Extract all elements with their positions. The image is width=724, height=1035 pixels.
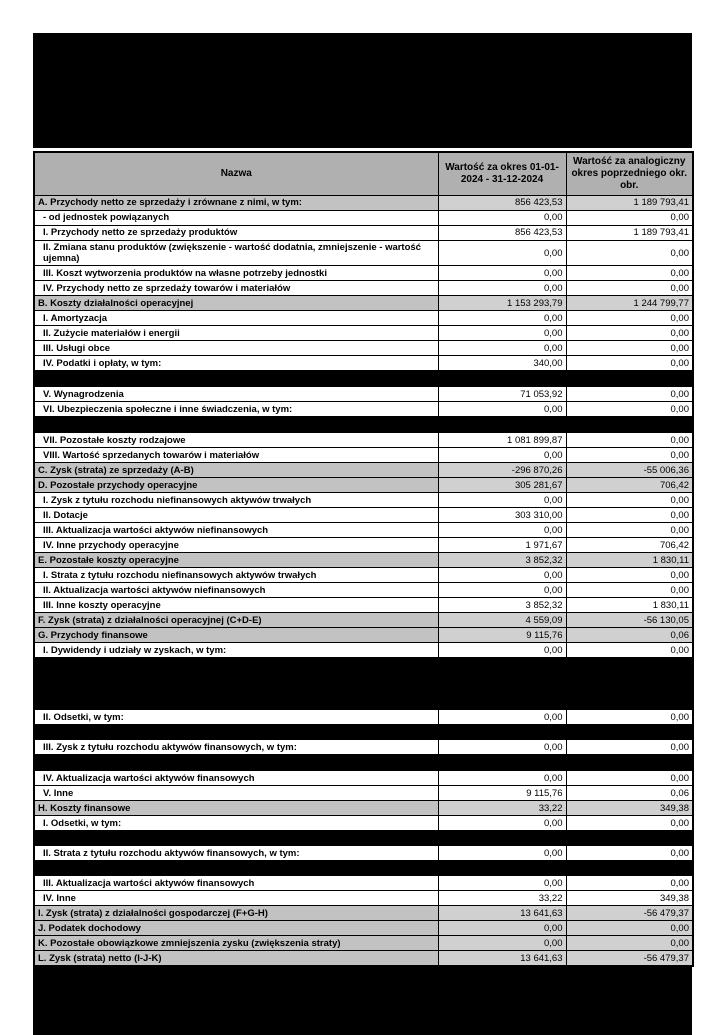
table-row — [34, 816, 693, 831]
row-value-previous-period: 0,00 — [566, 508, 693, 523]
document-page — [33, 33, 692, 1035]
row-label: IV. Inne — [34, 891, 438, 906]
redacted-footer-block — [33, 967, 692, 1035]
row-label: IV. Inne przychody operacyjne — [34, 538, 438, 553]
row-value-current-period: 0,00 — [438, 583, 566, 598]
row-value-previous-period: 0,00 — [566, 341, 693, 356]
row-value-previous-period: 0,06 — [566, 628, 693, 643]
profit-loss-table — [33, 151, 694, 967]
row-value-current-period: 0,00 — [438, 402, 566, 417]
row-value-current-period: 1 081 899,87 — [438, 433, 566, 448]
table-row — [34, 493, 693, 508]
row-label: II. Zmiana stanu produktów (zwiększenie - wartość dodatnia, zmniejszenie - wartość ujemna) — [34, 241, 438, 266]
row-value-current-period: 1 971,67 — [438, 538, 566, 553]
row-value-current-period: 0,00 — [438, 936, 566, 951]
table-row — [34, 448, 693, 463]
row-value-current-period: 13 641,63 — [438, 906, 566, 921]
row-value-previous-period: 0,00 — [566, 402, 693, 417]
row-value-previous-period: 1 189 793,41 — [566, 196, 693, 211]
row-value-current-period: 0,00 — [438, 876, 566, 891]
row-value-previous-period: 0,00 — [566, 448, 693, 463]
row-value-current-period: 0,00 — [438, 643, 566, 658]
table-row — [34, 538, 693, 553]
table-row — [34, 936, 693, 951]
row-label: I. Zysk (strata) z działalności gospodarczej (F+G-H) — [34, 906, 438, 921]
row-value-current-period: 0,00 — [438, 771, 566, 786]
row-value-previous-period: 0,00 — [566, 326, 693, 341]
table-row — [34, 951, 693, 967]
table-row — [34, 523, 693, 538]
redaction-bar — [34, 417, 693, 433]
row-value-current-period: 0,00 — [438, 493, 566, 508]
row-label: A. Przychody netto ze sprzedaży i zrównane z nimi, w tym: — [34, 196, 438, 211]
table-row — [34, 568, 693, 583]
row-value-current-period: 0,00 — [438, 921, 566, 936]
table-row — [34, 211, 693, 226]
row-label: G. Przychody finansowe — [34, 628, 438, 643]
redacted-row — [34, 371, 693, 387]
row-value-previous-period: -55 006,36 — [566, 463, 693, 478]
row-value-current-period: 1 153 293,79 — [438, 296, 566, 311]
table-row — [34, 433, 693, 448]
table-row — [34, 341, 693, 356]
row-value-previous-period: 349,38 — [566, 891, 693, 906]
table-row — [34, 643, 693, 658]
row-value-previous-period: 0,00 — [566, 433, 693, 448]
row-label: II. Zużycie materiałów i energii — [34, 326, 438, 341]
table-row — [34, 876, 693, 891]
row-value-current-period: 4 559,09 — [438, 613, 566, 628]
row-label: IV. Podatki i opłaty, w tym: — [34, 356, 438, 371]
row-value-previous-period: 1 830,11 — [566, 553, 693, 568]
table-row — [34, 906, 693, 921]
table-row — [34, 402, 693, 417]
redaction-bar — [34, 658, 693, 710]
row-label: III. Aktualizacja wartości aktywów niefinansowych — [34, 523, 438, 538]
row-value-current-period: 856 423,53 — [438, 226, 566, 241]
table-row — [34, 356, 693, 371]
row-value-current-period: 0,00 — [438, 448, 566, 463]
row-value-current-period: -296 870,26 — [438, 463, 566, 478]
table-row — [34, 387, 693, 402]
table-row — [34, 583, 693, 598]
row-label: III. Zysk z tytułu rozchodu aktywów finansowych, w tym: — [34, 740, 438, 755]
row-value-current-period: 305 281,67 — [438, 478, 566, 493]
row-value-previous-period: 0,00 — [566, 387, 693, 402]
row-label: H. Koszty finansowe — [34, 801, 438, 816]
table-row — [34, 553, 693, 568]
row-label: F. Zysk (strata) z działalności operacyjnej (C+D-E) — [34, 613, 438, 628]
row-value-previous-period: 0,00 — [566, 281, 693, 296]
row-label: VII. Pozostałe koszty rodzajowe — [34, 433, 438, 448]
row-label: II. Odsetki, w tym: — [34, 710, 438, 725]
row-value-current-period: 340,00 — [438, 356, 566, 371]
row-value-current-period: 3 852,32 — [438, 598, 566, 613]
row-label: II. Aktualizacja wartości aktywów niefinansowych — [34, 583, 438, 598]
table-row — [34, 801, 693, 816]
table-row — [34, 478, 693, 493]
row-value-previous-period: 0,00 — [566, 740, 693, 755]
row-label: IV. Przychody netto ze sprzedaży towarów i materiałów — [34, 281, 438, 296]
row-value-previous-period: 0,00 — [566, 493, 693, 508]
row-value-current-period: 0,00 — [438, 266, 566, 281]
row-value-current-period: 33,22 — [438, 801, 566, 816]
row-label: III. Koszt wytworzenia produktów na własne potrzeby jednostki — [34, 266, 438, 281]
table-row — [34, 598, 693, 613]
row-value-current-period: 0,00 — [438, 211, 566, 226]
redacted-header-block — [33, 33, 692, 148]
row-value-previous-period: 0,06 — [566, 786, 693, 801]
table-row — [34, 613, 693, 628]
row-value-previous-period: 0,00 — [566, 356, 693, 371]
row-label: I. Strata z tytułu rozchodu niefinansowych aktywów trwałych — [34, 568, 438, 583]
row-value-current-period: 0,00 — [438, 710, 566, 725]
table-row — [34, 281, 693, 296]
table-body — [34, 196, 693, 967]
row-value-previous-period: 0,00 — [566, 311, 693, 326]
table-row — [34, 226, 693, 241]
redaction-bar — [34, 861, 693, 876]
row-label: - od jednostek powiązanych — [34, 211, 438, 226]
row-label: I. Przychody netto ze sprzedaży produktów — [34, 226, 438, 241]
table-row — [34, 266, 693, 281]
row-label: I. Dywidendy i udziały w zyskach, w tym: — [34, 643, 438, 658]
row-value-previous-period: 1 244 799,77 — [566, 296, 693, 311]
row-value-previous-period: 0,00 — [566, 936, 693, 951]
row-label: III. Usługi obce — [34, 341, 438, 356]
row-value-previous-period: 0,00 — [566, 211, 693, 226]
row-label: VI. Ubezpieczenia społeczne i inne świadczenia, w tym: — [34, 402, 438, 417]
row-value-previous-period: 1 189 793,41 — [566, 226, 693, 241]
column-header-previous-period: Wartość za analogiczny okres poprzedniego okr. obr. — [566, 152, 693, 196]
row-value-previous-period: 1 830,11 — [566, 598, 693, 613]
row-value-current-period: 0,00 — [438, 846, 566, 861]
row-value-current-period: 303 310,00 — [438, 508, 566, 523]
table-row — [34, 311, 693, 326]
row-label: D. Pozostałe przychody operacyjne — [34, 478, 438, 493]
row-value-current-period: 9 115,76 — [438, 628, 566, 643]
table-header-row — [34, 152, 693, 196]
row-value-current-period: 0,00 — [438, 241, 566, 266]
table-row — [34, 196, 693, 211]
row-label: B. Koszty działalności operacyjnej — [34, 296, 438, 311]
redacted-row — [34, 725, 693, 740]
row-value-current-period: 9 115,76 — [438, 786, 566, 801]
redaction-bar — [34, 371, 693, 387]
table-row — [34, 628, 693, 643]
row-value-previous-period: 349,38 — [566, 801, 693, 816]
row-value-current-period: 3 852,32 — [438, 553, 566, 568]
row-value-previous-period: 0,00 — [566, 643, 693, 658]
table-row — [34, 326, 693, 341]
table-row — [34, 241, 693, 266]
row-value-current-period: 71 053,92 — [438, 387, 566, 402]
row-value-current-period: 0,00 — [438, 568, 566, 583]
row-value-current-period: 0,00 — [438, 740, 566, 755]
table-row — [34, 891, 693, 906]
row-value-previous-period: 706,42 — [566, 478, 693, 493]
row-label: K. Pozostałe obowiązkowe zmniejszenia zysku (zwiększenia straty) — [34, 936, 438, 951]
table-row — [34, 846, 693, 861]
redaction-bar — [34, 725, 693, 740]
row-value-current-period: 0,00 — [438, 523, 566, 538]
row-value-current-period: 856 423,53 — [438, 196, 566, 211]
row-value-previous-period: 706,42 — [566, 538, 693, 553]
row-label: II. Dotacje — [34, 508, 438, 523]
row-value-previous-period: -56 479,37 — [566, 906, 693, 921]
row-value-current-period: 0,00 — [438, 311, 566, 326]
table-row — [34, 786, 693, 801]
redacted-row — [34, 658, 693, 710]
row-value-current-period: 0,00 — [438, 326, 566, 341]
row-label: I. Odsetki, w tym: — [34, 816, 438, 831]
row-label: I. Amortyzacja — [34, 311, 438, 326]
redacted-row — [34, 861, 693, 876]
row-label: III. Aktualizacja wartości aktywów finansowych — [34, 876, 438, 891]
row-value-previous-period: 0,00 — [566, 771, 693, 786]
row-value-previous-period: 0,00 — [566, 846, 693, 861]
table-row — [34, 508, 693, 523]
row-value-previous-period: 0,00 — [566, 876, 693, 891]
row-value-previous-period: -56 479,37 — [566, 951, 693, 967]
row-label: V. Inne — [34, 786, 438, 801]
redacted-row — [34, 417, 693, 433]
row-value-previous-period: 0,00 — [566, 921, 693, 936]
row-label: I. Zysk z tytułu rozchodu niefinansowych aktywów trwałych — [34, 493, 438, 508]
row-label: V. Wynagrodzenia — [34, 387, 438, 402]
row-label: II. Strata z tytułu rozchodu aktywów finansowych, w tym: — [34, 846, 438, 861]
row-value-previous-period: -56 130,05 — [566, 613, 693, 628]
row-value-previous-period: 0,00 — [566, 816, 693, 831]
row-value-previous-period: 0,00 — [566, 568, 693, 583]
column-header-current-period: Wartość za okres 01-01-2024 - 31-12-2024 — [438, 152, 566, 196]
row-label: E. Pozostałe koszty operacyjne — [34, 553, 438, 568]
table-row — [34, 296, 693, 311]
row-value-previous-period: 0,00 — [566, 523, 693, 538]
redacted-row — [34, 755, 693, 771]
row-label: L. Zysk (strata) netto (I-J-K) — [34, 951, 438, 967]
row-value-current-period: 0,00 — [438, 341, 566, 356]
row-value-previous-period: 0,00 — [566, 710, 693, 725]
row-label: C. Zysk (strata) ze sprzedaży (A-B) — [34, 463, 438, 478]
table-row — [34, 921, 693, 936]
row-value-previous-period: 0,00 — [566, 266, 693, 281]
table-row — [34, 463, 693, 478]
table-row — [34, 771, 693, 786]
row-label: J. Podatek dochodowy — [34, 921, 438, 936]
row-label: III. Inne koszty operacyjne — [34, 598, 438, 613]
row-value-current-period: 0,00 — [438, 281, 566, 296]
table-row — [34, 740, 693, 755]
row-label: VIII. Wartość sprzedanych towarów i materiałów — [34, 448, 438, 463]
row-value-previous-period: 0,00 — [566, 583, 693, 598]
row-value-current-period: 13 641,63 — [438, 951, 566, 967]
row-value-current-period: 33,22 — [438, 891, 566, 906]
row-label: IV. Aktualizacja wartości aktywów finansowych — [34, 771, 438, 786]
row-value-current-period: 0,00 — [438, 816, 566, 831]
column-header-name: Nazwa — [34, 152, 438, 196]
redacted-row — [34, 831, 693, 846]
row-value-previous-period: 0,00 — [566, 241, 693, 266]
table-row — [34, 710, 693, 725]
redaction-bar — [34, 831, 693, 846]
redaction-bar — [34, 755, 693, 771]
